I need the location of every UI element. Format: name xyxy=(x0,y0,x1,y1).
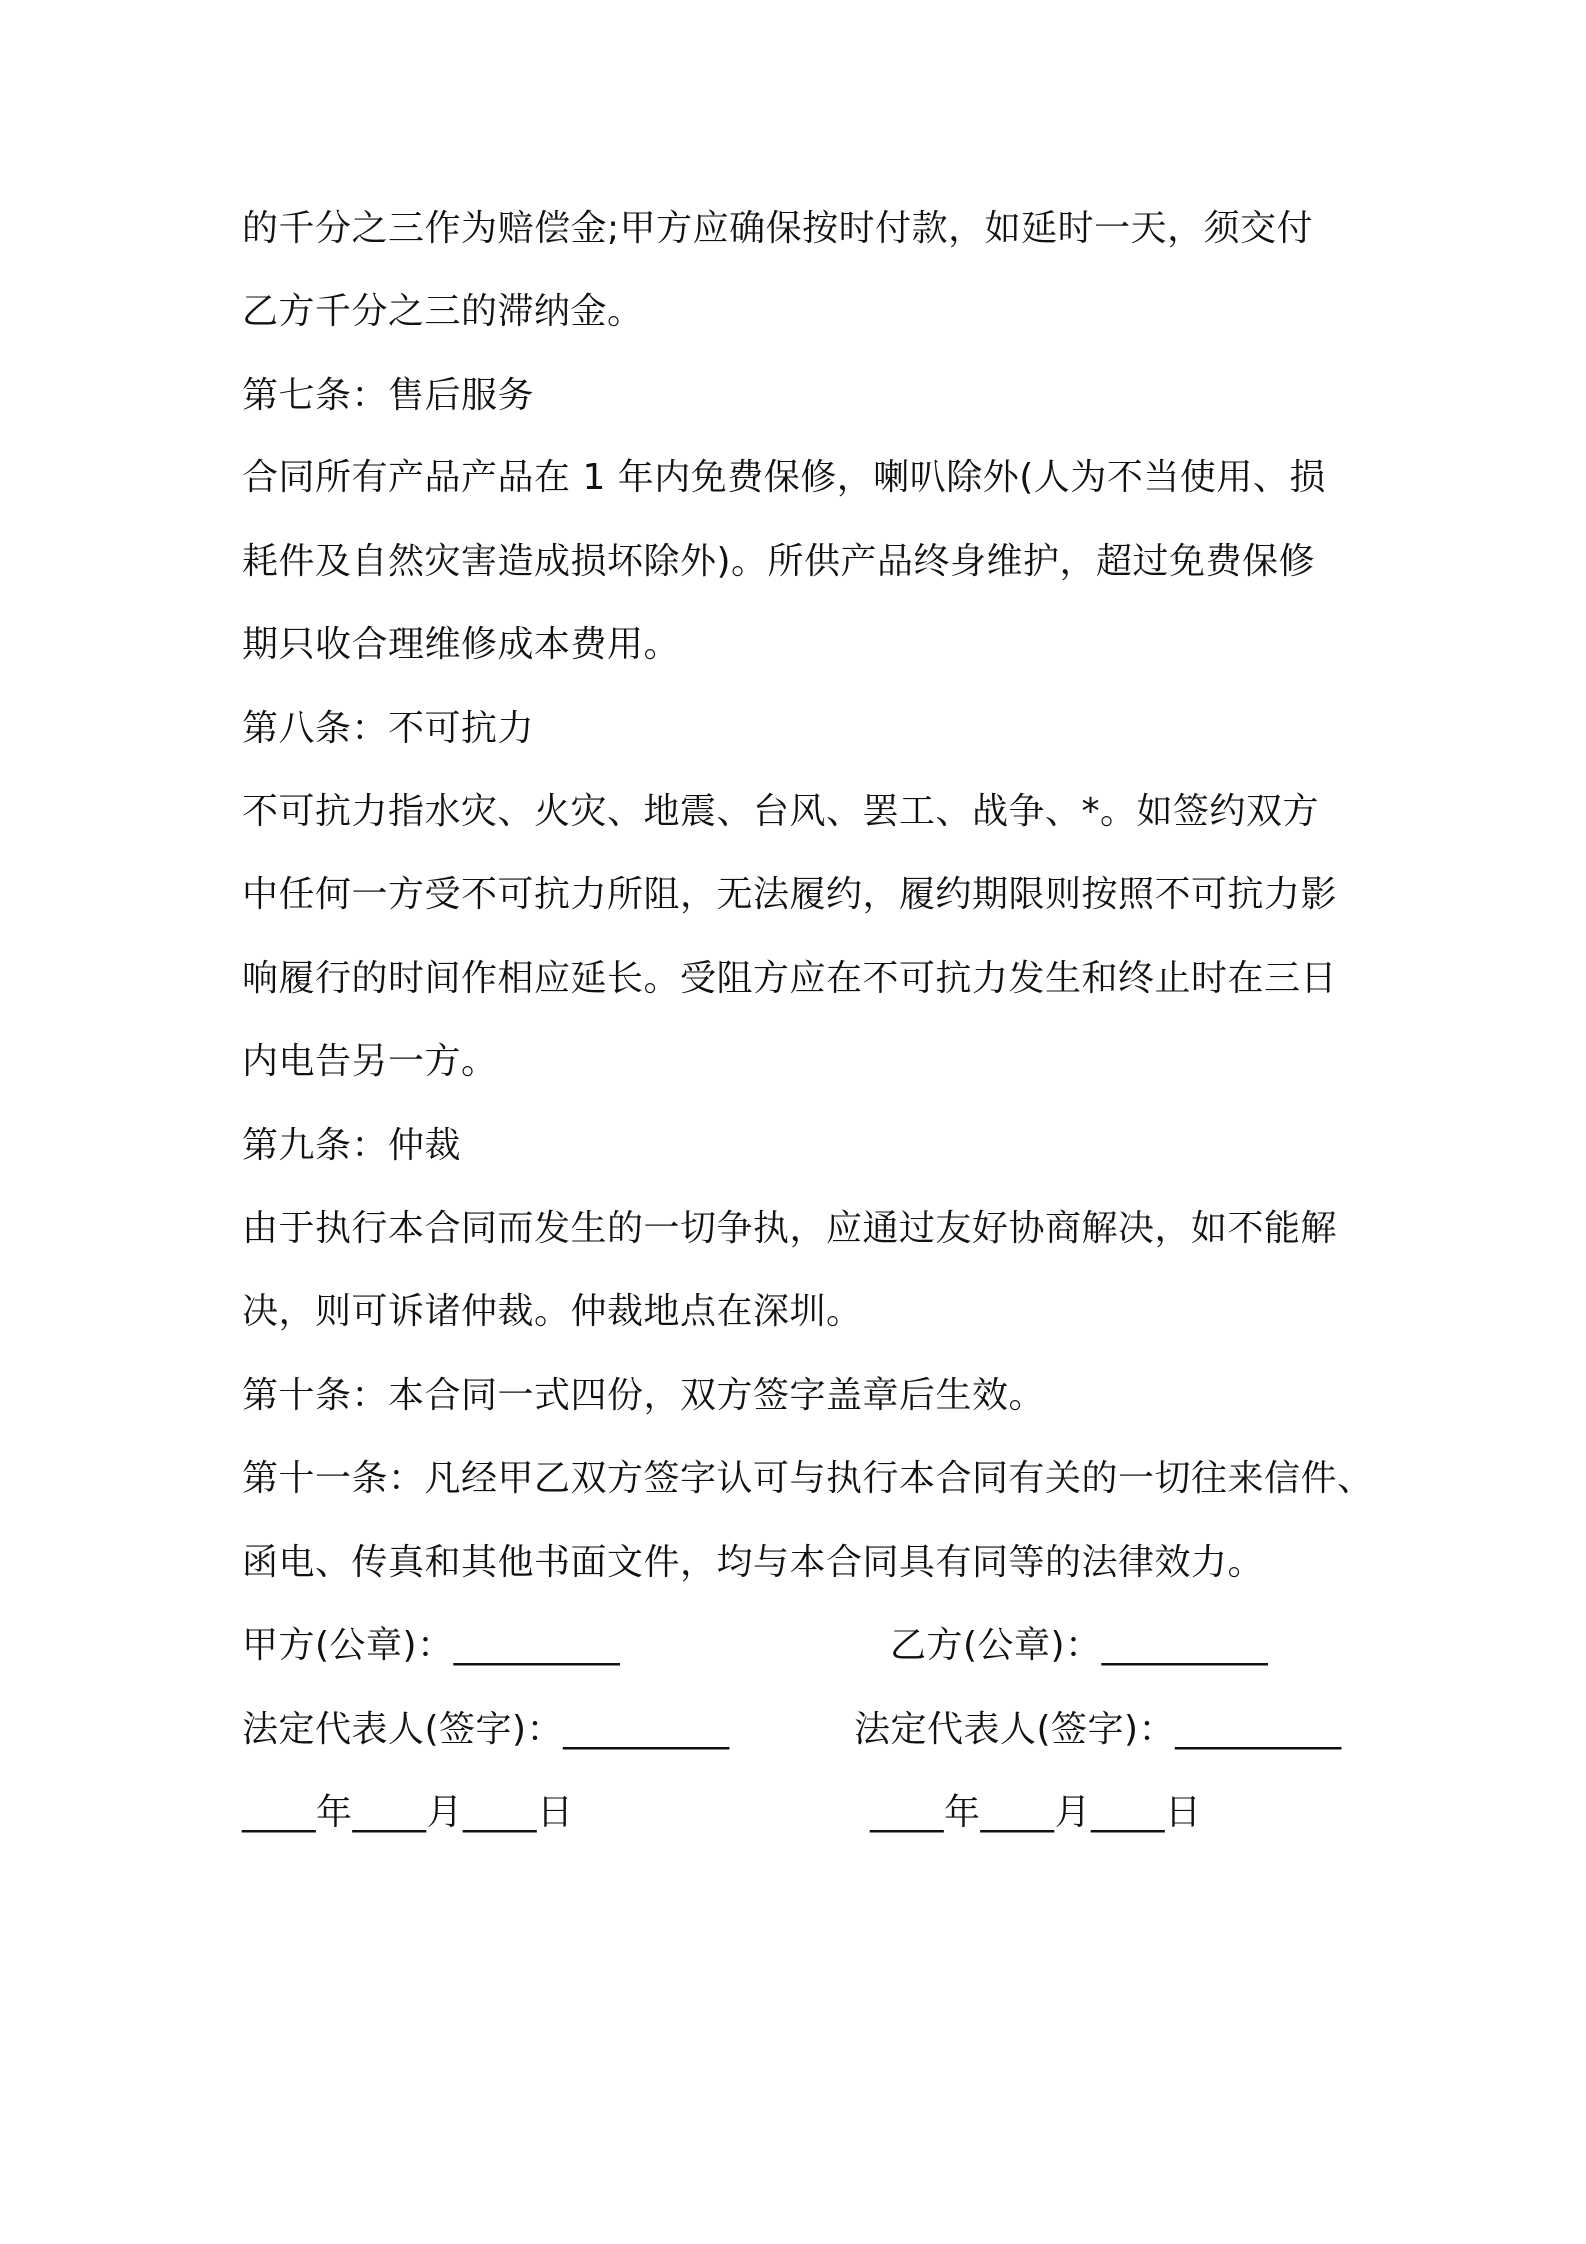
paragraph-line: 响履行的时间作相应延长。受阻方应在不可抗力发生和终止时在三日 xyxy=(242,958,1338,999)
party-b-date-field: ____年____月____日 xyxy=(870,1792,1202,1833)
paragraph-line: 由于执行本合同而发生的一切争执，应通过友好协商解决，如不能解 xyxy=(242,1208,1338,1249)
paragraph-line: 耗件及自然灾害造成损坏除外)。所供产品终身维护，超过免费保修 xyxy=(242,541,1316,582)
paragraph-line: 合同所有产品产品在 1 年内免费保修，喇叭除外(人为不当使用、损 xyxy=(242,457,1326,498)
paragraph-line: 内电告另一方。 xyxy=(242,1041,498,1082)
article-8-heading: 第八条：不可抗力 xyxy=(242,708,535,749)
party-a-date-field: ____年____月____日 xyxy=(242,1792,574,1833)
article-10-text: 第十条：本合同一式四份，双方签字盖章后生效。 xyxy=(242,1375,1046,1416)
paragraph-line: 乙方千分之三的滞纳金。 xyxy=(242,291,644,332)
party-b-representative-field: 法定代表人(签字)：_________ xyxy=(854,1709,1342,1750)
paragraph-line: 不可抗力指水灾、火灾、地震、台风、罢工、战争、*。如签约双方 xyxy=(242,791,1320,832)
paragraph-line: 期只收合理维修成本费用。 xyxy=(242,624,681,665)
paragraph-line: 的千分之三作为赔偿金;甲方应确保按时付款，如延时一天，须交付 xyxy=(242,208,1314,249)
party-a-representative-field: 法定代表人(签字)：_________ xyxy=(242,1709,730,1750)
paragraph-line: 中任何一方受不可抗力所阻，无法履约，履约期限则按照不可抗力影 xyxy=(242,874,1338,915)
party-a-seal-field: 甲方(公章)：_________ xyxy=(242,1625,621,1666)
article-11-text: 第十一条：凡经甲乙双方签字认可与执行本合同有关的一切往来信件、 xyxy=(242,1458,1374,1499)
paragraph-line: 决，则可诉诸仲裁。仲裁地点在深圳。 xyxy=(242,1291,863,1332)
party-b-seal-field: 乙方(公章)：_________ xyxy=(890,1625,1269,1666)
paragraph-line: 函电、传真和其他书面文件，均与本合同具有同等的法律效力。 xyxy=(242,1542,1265,1583)
article-7-heading: 第七条：售后服务 xyxy=(242,375,535,416)
article-9-heading: 第九条：仲裁 xyxy=(242,1125,462,1166)
